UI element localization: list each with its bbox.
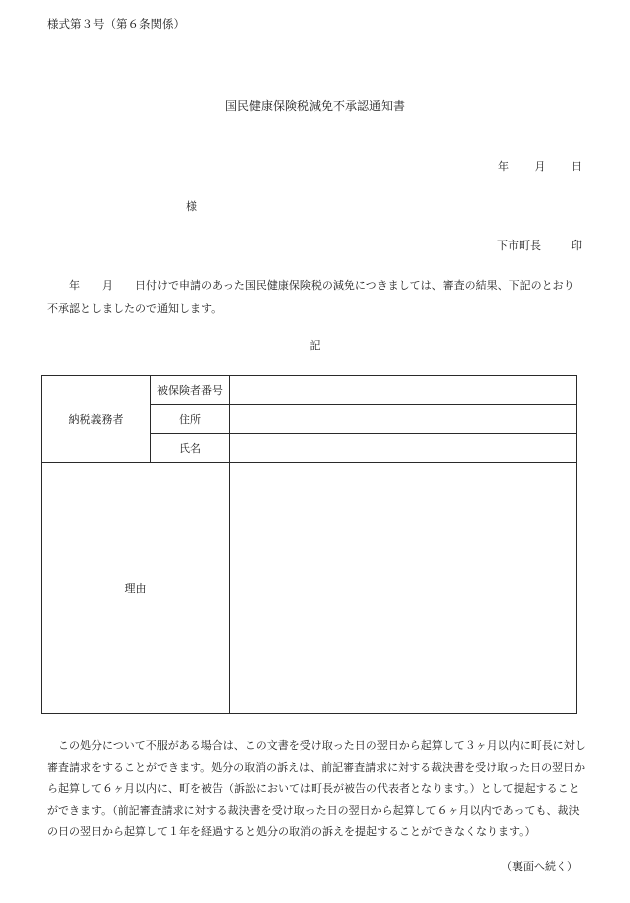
sender-name: 下市町長 (497, 239, 541, 252)
insured-number-value[interactable] (230, 376, 577, 405)
details-table (41, 375, 577, 714)
name-label: 氏名 (151, 434, 230, 463)
addressee: 様 (186, 200, 197, 213)
reason-label: 理由 (42, 463, 230, 714)
address-label: 住所 (151, 405, 230, 434)
appeal-notice: この処分について不服がある場合は、この文書を受け取った日の翌日から起算して３ヶ月以内に町長に対し審査請求をすることができます。処分の取消の訴えは、前記審査請求に対する裁決書を受け取った日の翌日から起算して６ヶ月以内に、町を被告（訴訟においては町長が被告の代表者となります。）として提起することができます。（前記審査請求に対する裁決書を受け取った日の翌日から起算して６ヶ月以内であっても、裁決の日の翌日から起算して１年を経過すると処分の取消の訴えを提起することができなくなります。） (47, 739, 586, 838)
date-line (498, 158, 582, 174)
seal-mark: 印 (571, 239, 582, 252)
taxpayer-label: 納税義務者 (42, 376, 151, 463)
document-title: 国民健康保険税減免不承認通知書 (224, 99, 405, 113)
date-year: 年 (498, 160, 509, 173)
insured-number-label: 被保険者番号 (151, 376, 230, 405)
date-month: 月 (534, 160, 546, 173)
date-day: 日 (571, 160, 582, 173)
ki-label: 記 (309, 339, 321, 352)
reason-value[interactable] (230, 463, 577, 714)
name-value[interactable] (230, 434, 577, 463)
continued-note: （裏面へ続く） (501, 860, 578, 873)
form-number: 様式第３号（第６条関係） (47, 17, 185, 31)
address-value[interactable] (230, 405, 577, 434)
sender-line (497, 237, 582, 253)
body-text: 年 月 日付けで申請のあった国民健康保険税の減免につきましては、審査の結果、下記のとおり不承認としましたので通知します。 (47, 279, 575, 315)
